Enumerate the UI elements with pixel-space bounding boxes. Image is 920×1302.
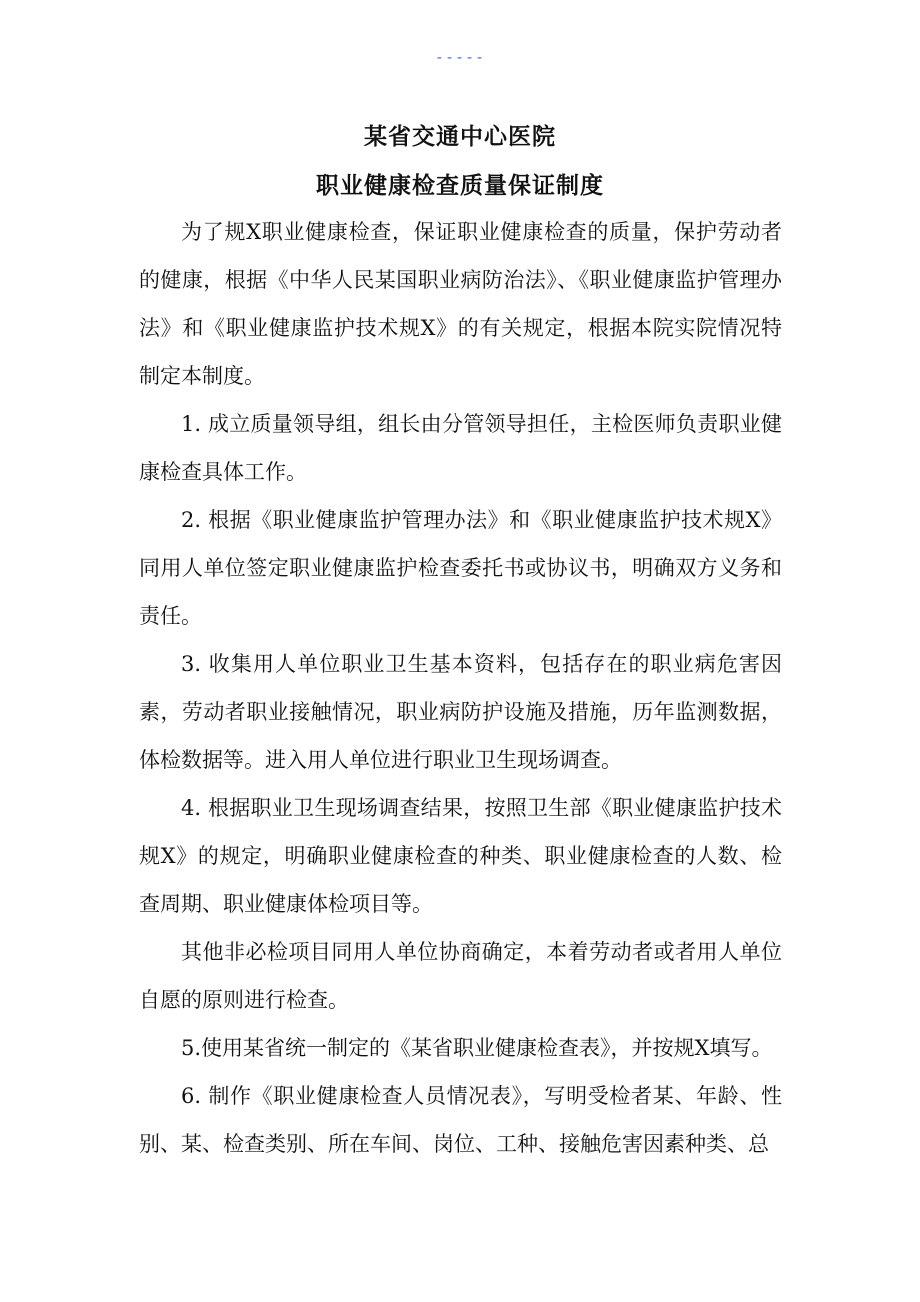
document-body	[139, 208, 782, 1168]
header-mark: -----	[434, 48, 486, 66]
paragraph-item-1: 1. 成立质量领导组，组长由分管领导担任，主检医师负责职业健康检查具体工作。	[139, 412, 782, 484]
paragraph-item-4: 4. 根据职业卫生现场调查结果，按照卫生部《职业健康监护技术规X》的规定，明确职业健康检查的种类、职业健康检查的人数、检查周期、职业健康体检项目等。	[139, 796, 782, 916]
paragraph-item-5: 5.使用某省统一制定的《某省职业健康检查表》，并按规X填写。	[181, 1036, 773, 1060]
paragraph-item-6: 6. 制作《职业健康检查人员情况表》，写明受检者某、年龄、性别、某、检查类别、所在车间、岗位、工种、接触危害因素种类、总	[139, 1084, 782, 1156]
paragraph-intro: 为了规X职业健康检查，保证职业健康检查的质量，保护劳动者的健康，根据《中华人民某国职业病防治法》、《职业健康监护管理办法》和《职业健康监护技术规X》的有关规定，根据本院实院情况特制定本制度。	[139, 220, 782, 388]
paragraph-item-2: 2. 根据《职业健康监护管理办法》和《职业健康监护技术规X》同用人单位签定职业健康监护检查委托书或协议书，明确双方义务和责任。	[139, 508, 782, 628]
document-title-regulation: 职业健康检查质量保证制度	[316, 173, 604, 199]
paragraph-optional-items: 其他非必检项目同用人单位协商确定，本着劳动者或者用人单位自愿的原则进行检查。	[139, 940, 782, 1012]
paragraph-item-3: 3. 收集用人单位职业卫生基本资料，包括存在的职业病危害因素，劳动者职业接触情况，职业病防护设施及措施，历年监测数据，体检数据等。进入用人单位进行职业卫生现场调查。	[139, 652, 782, 772]
document-title-hospital: 某省交通中心医院	[364, 124, 556, 150]
